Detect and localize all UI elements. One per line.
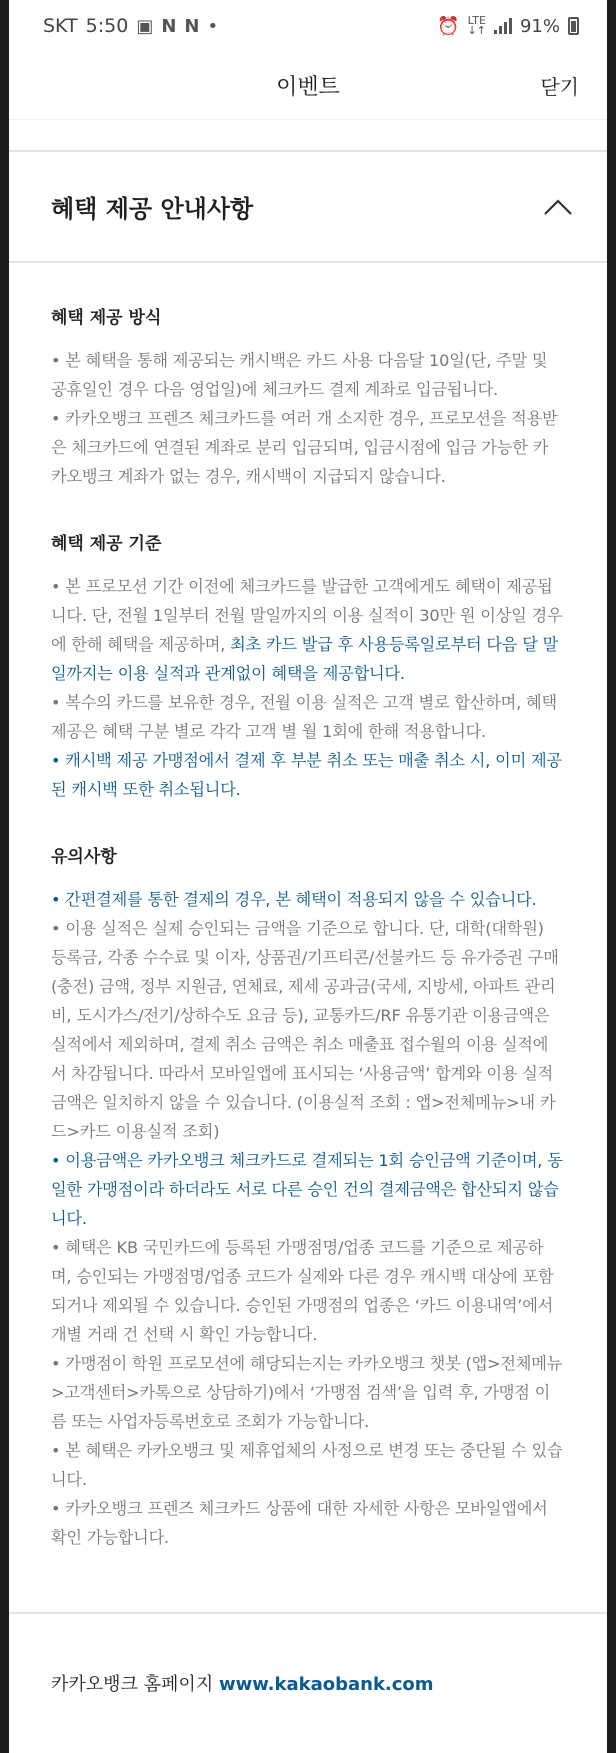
lte-icon: LTE ↓↑ [467, 14, 486, 37]
paragraph: • 카카오뱅크 프렌즈 체크카드 상품에 대한 자세한 사항은 모바일앱에서 확인 가능합니다. [51, 1499, 548, 1547]
paragraph: • 혜택은 KB 국민카드에 등록된 가맹점명/업종 코드를 기준으로 제공하며, 승인되는 가맹점명/업종 코드가 실제와 다른 경우 캐시백 대상에 포함되거나 제외될 수 있습니다. 승인된 가맹점의 업종은 ‘카드 이용내역’에서 개별 거래 건 선택 시 확인 가능합니다. [51, 1238, 554, 1344]
highlighted-text: 최초 카드 발급 후 사용등록일로부터 다음 달 말일까지는 이용 실적과 관계없이 혜택을 제공합니다. [51, 635, 559, 683]
highlighted-paragraph: • 이용금액은 카카오뱅크 체크카드로 결제되는 1회 승인금액 기준이며, 동일한 가맹점이라 하더라도 서로 다른 승인 건의 결제금액은 합산되지 않습니다. [51, 1151, 563, 1228]
paragraph: • 이용 실적은 실제 승인되는 금액을 기준으로 합니다. 단, 대학(대학원) 등록금, 각종 수수료 및 이자, 상품권/기프티콘/선불카드 등 유가증권 구매(충전) 금액, 정부 지원금, 연체료, 제세 공과금(국세, 지방세, 아파트 관리비, 도시가스/전기/상하수도 요금 등), 교통카드/RF 유통기관 이용금액은 실적에서 제외하며, 결제 취소 금액은 취소 매출표 접수월의 이용 실적에서 차감됩니다. 따라서 모바일앱에 표시되는 ‘사용금액’ 합계와 이용 실적 금액은 일치하지 않을 수 있습니다. (이용실적 조회 : 앱>전체메뉴>내 카드>카드 이용실적 조회) [51, 919, 559, 1141]
signal-icon [494, 18, 512, 34]
image-icon: ▣ [136, 15, 154, 37]
paragraph: • 복수의 카드를 보유한 경우, 전월 이용 실적은 고객 별로 합산하며, 혜택제공은 혜택 구분 별로 각각 고객 별 월 1회에 한해 적용합니다. [51, 693, 557, 741]
close-button[interactable]: 닫기 [540, 71, 579, 100]
highlighted-paragraph: • 간편결제를 통한 결제의 경우, 본 혜택이 적용되지 않을 수 있습니다. [51, 890, 537, 909]
alarm-icon: ⏰ [437, 15, 460, 37]
section-content [9, 263, 607, 1552]
top-bar [9, 52, 607, 120]
benefit-info-accordion-header[interactable] [9, 150, 607, 263]
page-title: 이벤트 [276, 75, 340, 100]
block-title: 유의사항 [51, 847, 117, 867]
paragraph: • 가맹점이 학원 프로모션에 해당되는지는 카카오뱅크 챗봇 (앱>전체메뉴>고객센터>카톡으로 상담하기)에서 ‘가맹점 검색’을 입력 후, 가맹점 이름 또는 사업자등록번호로 조회가 가능합니다. [51, 1354, 563, 1431]
paragraph: • 본 혜택은 카카오뱅크 및 제휴업체의 사정으로 변경 또는 중단될 수 있습니다. [51, 1441, 563, 1489]
paragraph: • 카카오뱅크 프렌즈 체크카드를 여러 개 소지한 경우, 프로모션을 적용받은 체크카드에 연결된 계좌로 분리 입금되며, 입금시점에 입금 가능한 카카오뱅크 계좌가 없는 경우, 캐시백이 지급되지 않습니다. [51, 409, 558, 486]
battery-percent: 91% [519, 15, 560, 37]
battery-icon [568, 17, 579, 35]
highlighted-paragraph: • 캐시백 제공 가맹점에서 결제 후 부분 취소 또는 매출 취소 시, 이미 제공된 캐시백 또한 취소됩니다. [51, 751, 562, 799]
paragraph: • 본 혜택을 통해 제공되는 캐시백은 카드 사용 다음달 10일(단, 주말 및 공휴일인 경우 다음 영업일)에 체크카드 결제 계좌로 입금됩니다. [51, 351, 548, 399]
paragraph-text: • 본 프로모션 기간 이전에 체크카드를 발급한 고객에게도 혜택이 제공됩니다. 단, 전월 1일부터 전월 말일까지의 이용 실적이 30만 원 이상일 경우에 한해 혜택을 제공하며, [51, 577, 563, 654]
notes-block [51, 842, 563, 1552]
block-title: 혜택 제공 기준 [51, 534, 162, 554]
criteria-block [51, 529, 563, 804]
clock: 5:50 [85, 15, 129, 37]
footer [9, 1614, 607, 1696]
block-title: 혜택 제공 방식 [51, 308, 162, 328]
status-bar [9, 0, 607, 52]
dot-icon: • [207, 15, 219, 37]
n-icon: N [161, 15, 177, 37]
chevron-up-icon[interactable] [543, 198, 573, 216]
status-left [43, 15, 218, 37]
section-title: 혜택 제공 안내사항 [51, 195, 254, 223]
carrier: SKT [43, 15, 78, 37]
spacer [9, 120, 607, 150]
homepage-link[interactable]: www.kakaobank.com [218, 1674, 434, 1695]
paragraph [51, 572, 563, 688]
status-right [437, 16, 579, 37]
footer-label: 카카오뱅크 홈페이지 [51, 1674, 219, 1695]
n-icon: N [184, 15, 200, 37]
method-block [51, 303, 563, 491]
